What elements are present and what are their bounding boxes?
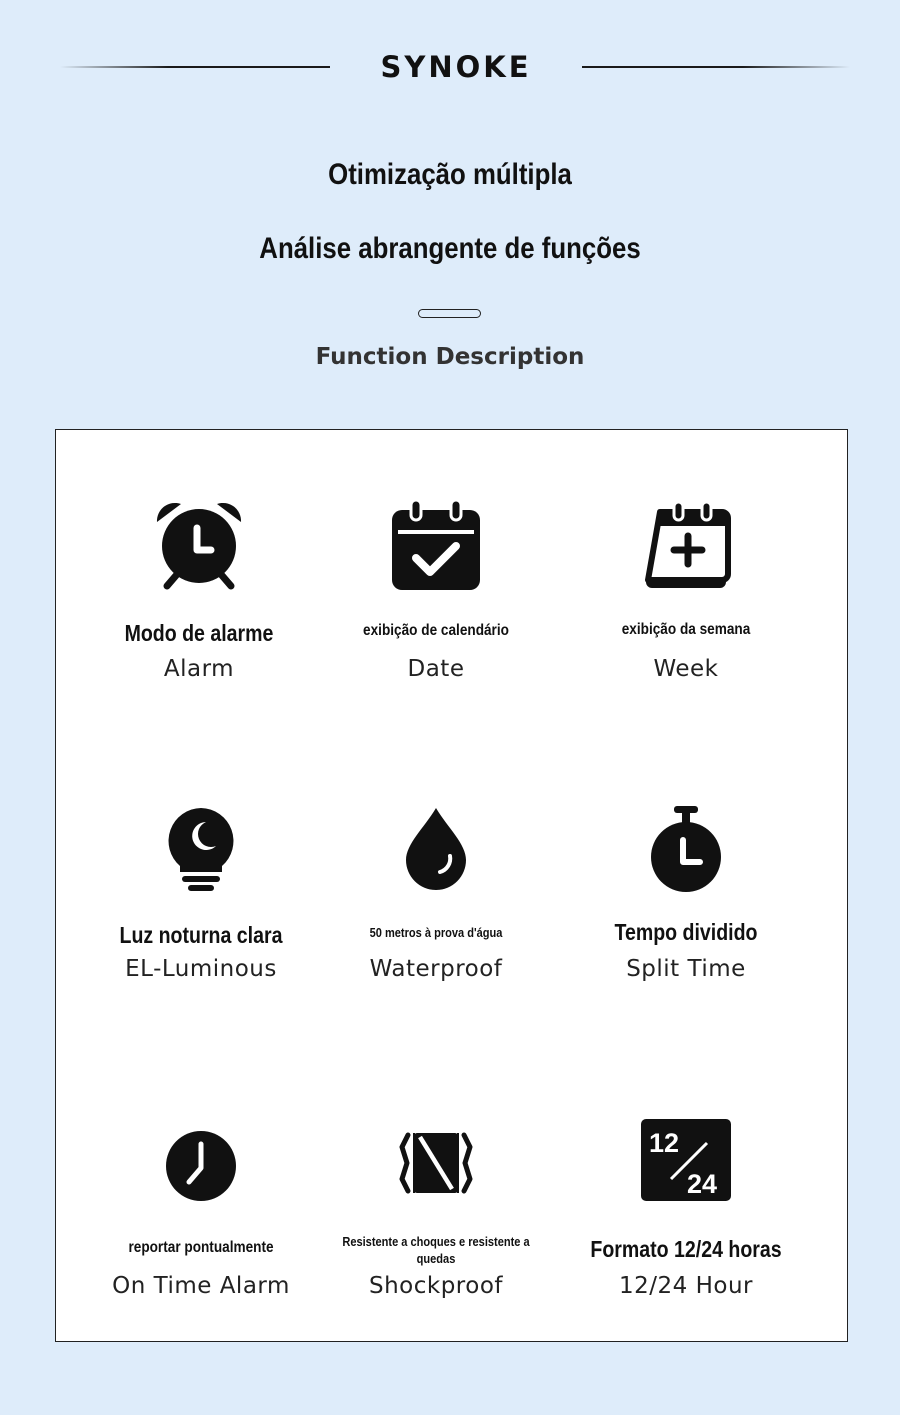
brand-divider-left xyxy=(60,66,330,68)
feature-pt-label: exibição da semana xyxy=(621,621,751,638)
feature-pt-label: Resistente a choques e resistente a quedas xyxy=(342,1234,530,1266)
svg-text:24: 24 xyxy=(687,1169,718,1199)
feature-pt-label: Modo de alarme xyxy=(124,620,274,646)
svg-text:12: 12 xyxy=(649,1128,680,1158)
alarm-clock-icon xyxy=(79,500,319,592)
calendar-check-icon xyxy=(316,500,556,592)
feature-pt-label: exibição de calendário xyxy=(363,622,509,639)
section-title: Function Description xyxy=(315,344,585,370)
headline-secondary: Análise abrangente de funções xyxy=(259,232,641,265)
feature-pt-label: reportar pontualmente xyxy=(128,1239,274,1256)
decorative-pill-divider xyxy=(418,309,481,318)
feature-pt-label: Tempo dividido xyxy=(614,919,758,945)
feature-en-label: 12/24 Hour xyxy=(619,1273,753,1299)
headline-primary: Otimização múltipla xyxy=(328,158,572,191)
clock-icon xyxy=(81,1130,321,1202)
feature-en-label: EL-Luminous xyxy=(125,956,277,982)
night-light-bulb-icon xyxy=(81,806,321,892)
brand-divider-right xyxy=(582,66,850,68)
feature-en-label: Date xyxy=(407,656,465,682)
feature-en-label: Alarm xyxy=(163,656,235,682)
12-24-hour-icon xyxy=(566,1119,806,1201)
feature-en-label: Split Time xyxy=(626,956,746,982)
feature-pt-label: Formato 12/24 horas xyxy=(590,1236,782,1262)
stopwatch-icon xyxy=(566,806,806,894)
calendar-plus-icon xyxy=(566,500,806,592)
feature-en-label: Waterproof xyxy=(369,956,503,982)
feature-pt-label: Luz noturna clara xyxy=(119,922,283,948)
brand-header xyxy=(0,44,900,92)
feature-pt-label: 50 metros à prova d'água xyxy=(369,925,503,940)
brand-logo: SYNOKE xyxy=(380,50,532,84)
feature-en-label: Shockproof xyxy=(368,1273,503,1299)
water-drop-icon xyxy=(316,806,556,890)
feature-en-label: Week xyxy=(653,656,719,682)
feature-en-label: On Time Alarm xyxy=(112,1273,290,1299)
shockproof-icon xyxy=(316,1131,556,1195)
features-panel xyxy=(55,429,848,1342)
